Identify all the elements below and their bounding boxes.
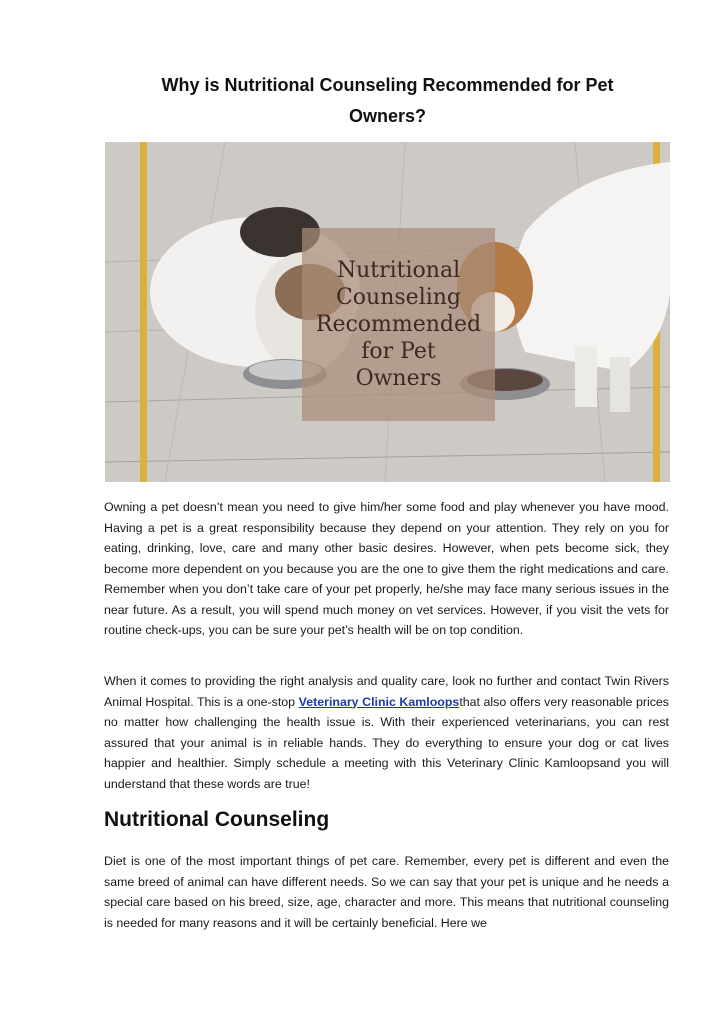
caption-line: Owners — [355, 366, 442, 391]
title-line-1: Why is Nutritional Counseling Recommended for Pet — [161, 75, 614, 95]
paragraph-clinic — [104, 671, 669, 794]
hero-image — [105, 142, 670, 482]
caption-line: Recommended — [315, 312, 482, 337]
paragraph-diet: Diet is one of the most important things of pet care. Remember, every pet is different and even the same breed of animal can have different needs. So we can say that your pet is unique and he needs a special care based on his breed, size, age, character and more. This means that nutritional counseling is needed for many reasons and it will be certainly beneficial. Here we — [104, 854, 669, 930]
hero-caption-box — [302, 228, 495, 421]
caption-line: Counseling — [335, 285, 462, 310]
title-line-2: Owners? — [348, 106, 427, 126]
section-heading: Nutritional Counseling — [104, 808, 330, 831]
page-title — [105, 70, 670, 132]
paragraph-clinic-text: that also offers very reasonable prices no matter how challenging the health issue is. With their experienced veterinarians, you can rest assured that your animal is in reliable hands. They do everything to ensure your dog or cat lives happier and healthier. Simply schedule a meeting with this Veterinary Clinic Kamloopsand you will understand that these words are true! — [104, 694, 669, 791]
paragraph-intro: Owning a pet doesn’t mean you need to give him/her some food and play whenever you have mood. Having a pet is a great responsibility because they depend on your attention. They rely on you for eating, drinking, love, care and many other basic desires. However, when pets become sick, they become more dependent on you because you are the one to give them the right medications and care. Remember when you don’t take care of your pet properly, he/she may face many serious issues in the near future. As a result, you will spend much money on vet services. However, if you visit the vets for routine check-ups, you can be sure your pet’s health will be on top condition. — [104, 500, 669, 637]
caption-line: for Pet — [361, 339, 436, 364]
caption-line: Nutritional — [336, 258, 461, 283]
veterinary-clinic-link[interactable]: Veterinary Clinic Kamloops — [298, 694, 460, 709]
paragraph-clinic-text: When it comes to providing the right analysis and quality care, look no further and contact Twin Rivers Animal Hospital. This is a one-stop — [104, 674, 669, 709]
